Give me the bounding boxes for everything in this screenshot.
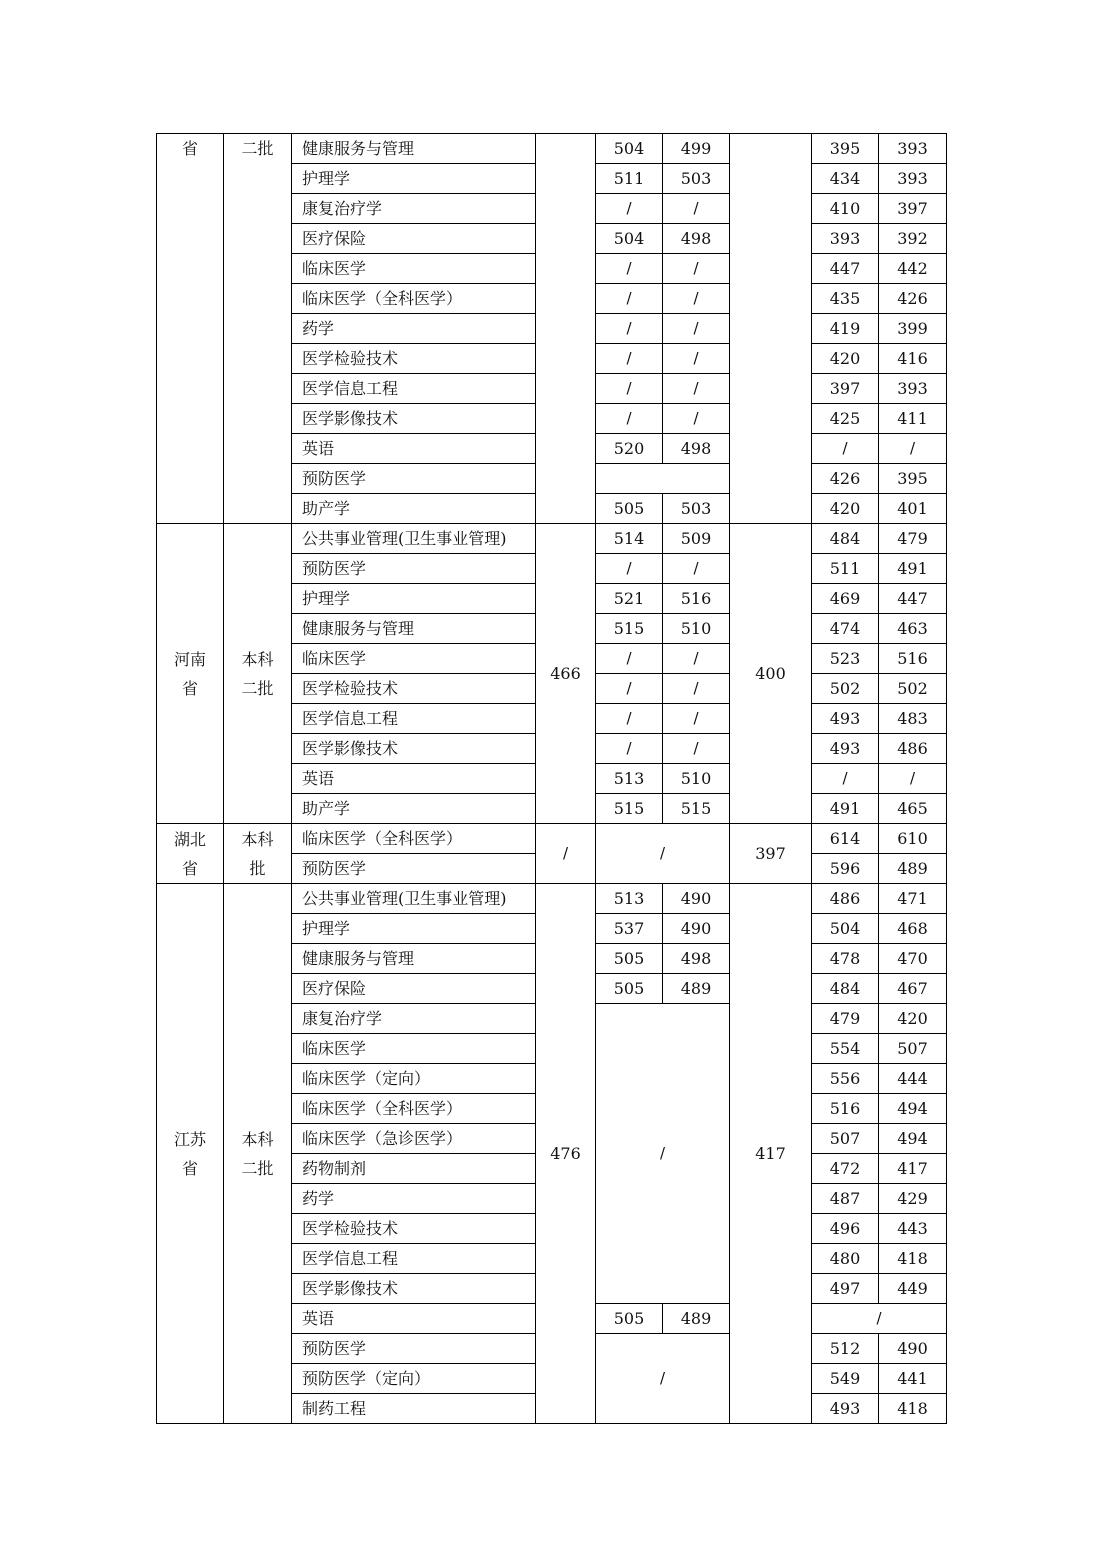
score-cell: 426: [879, 284, 947, 314]
major-cell: 医学信息工程: [292, 374, 536, 404]
major-cell: 预防医学: [292, 464, 536, 494]
score-cell: 493: [812, 704, 879, 734]
score-cell: 411: [879, 404, 947, 434]
score-cell: 467: [879, 974, 947, 1004]
score-cell: 503: [663, 164, 730, 194]
score-cell: 393: [879, 134, 947, 164]
score-cell: /: [596, 284, 663, 314]
score-cell: /: [596, 644, 663, 674]
control-line-b-cell: 400: [730, 524, 812, 824]
score-cell: 556: [812, 1064, 879, 1094]
score-cell: 418: [879, 1394, 947, 1424]
control-line-a-cell: /: [536, 824, 596, 884]
table-row: [157, 134, 947, 164]
score-cell: 420: [812, 494, 879, 524]
score-cell: 502: [812, 674, 879, 704]
score-cell: 435: [812, 284, 879, 314]
score-cell: 515: [596, 794, 663, 824]
batch-cell: 本科 二批: [224, 524, 292, 824]
major-cell: 制药工程: [292, 1394, 536, 1424]
control-line-b-cell: 417: [730, 884, 812, 1424]
table-row: [157, 524, 947, 554]
province-cell: 江苏 省: [157, 884, 224, 1424]
score-cell: 490: [663, 914, 730, 944]
control-line-a-cell: 476: [536, 884, 596, 1424]
major-cell: 医学影像技术: [292, 734, 536, 764]
major-cell: 护理学: [292, 164, 536, 194]
major-cell: 药学: [292, 314, 536, 344]
score-cell: 444: [879, 1064, 947, 1094]
score-cell: /: [596, 344, 663, 374]
major-cell: 临床医学（全科医学）: [292, 284, 536, 314]
score-cell: 523: [812, 644, 879, 674]
score-cell: /: [596, 374, 663, 404]
score-cell: 420: [812, 344, 879, 374]
score-cell: /: [663, 344, 730, 374]
score-cell: /: [663, 284, 730, 314]
major-cell: 护理学: [292, 914, 536, 944]
score-cell: 393: [812, 224, 879, 254]
score-cell: 521: [596, 584, 663, 614]
score-cell: 554: [812, 1034, 879, 1064]
score-cell: 498: [663, 944, 730, 974]
score-cell: 491: [812, 794, 879, 824]
major-cell: 药学: [292, 1184, 536, 1214]
score-cell: 425: [812, 404, 879, 434]
score-cell: 486: [879, 734, 947, 764]
score-cell: 395: [879, 464, 947, 494]
score-cell: /: [596, 194, 663, 224]
score-cell: 493: [812, 734, 879, 764]
score-cell: 465: [879, 794, 947, 824]
score-cell: 449: [879, 1274, 947, 1304]
score-cell: 443: [879, 1214, 947, 1244]
score-cell: /: [596, 704, 663, 734]
score-cell: 497: [812, 1274, 879, 1304]
score-cell: 441: [879, 1364, 947, 1394]
score-cell: /: [596, 674, 663, 704]
major-cell: 医学信息工程: [292, 1244, 536, 1274]
score-cell: 549: [812, 1364, 879, 1394]
score-cell: 442: [879, 254, 947, 284]
score-cell: /: [596, 404, 663, 434]
score-cell: 426: [812, 464, 879, 494]
major-cell: 康复治疗学: [292, 1004, 536, 1034]
score-cell: 511: [596, 164, 663, 194]
score-cell: /: [812, 434, 879, 464]
score-cell: /: [879, 434, 947, 464]
batch-cell: 本科 二批: [224, 884, 292, 1424]
score-cell: 468: [879, 914, 947, 944]
score-cell: 484: [812, 524, 879, 554]
score-cell: 393: [879, 374, 947, 404]
major-cell: 医学检验技术: [292, 1214, 536, 1244]
major-cell: 临床医学（全科医学）: [292, 1094, 536, 1124]
score-cell: 471: [879, 884, 947, 914]
score-cell: /: [596, 824, 730, 884]
score-cell: 493: [812, 1394, 879, 1424]
score-cell: /: [663, 674, 730, 704]
major-cell: 康复治疗学: [292, 194, 536, 224]
score-cell: 392: [879, 224, 947, 254]
score-cell: 463: [879, 614, 947, 644]
score-cell: 469: [812, 584, 879, 614]
score-cell: 420: [879, 1004, 947, 1034]
score-cell: 596: [812, 854, 879, 884]
score-cell: 610: [879, 824, 947, 854]
major-cell: 临床医学: [292, 1034, 536, 1064]
table-row: [157, 884, 947, 914]
score-cell: 507: [812, 1124, 879, 1154]
major-cell: 医学影像技术: [292, 1274, 536, 1304]
major-cell: 健康服务与管理: [292, 134, 536, 164]
major-cell: 公共事业管理(卫生事业管理): [292, 524, 536, 554]
score-cell: /: [663, 254, 730, 284]
score-cell: 416: [879, 344, 947, 374]
score-cell: 516: [879, 644, 947, 674]
major-cell: 英语: [292, 434, 536, 464]
score-cell: 447: [879, 584, 947, 614]
score-cell: /: [596, 1004, 730, 1304]
score-cell: 516: [663, 584, 730, 614]
major-cell: 医疗保险: [292, 224, 536, 254]
control-line-a-cell: [536, 134, 596, 524]
batch-cell: 本科 批: [224, 824, 292, 884]
score-cell: 410: [812, 194, 879, 224]
score-cell: 417: [879, 1154, 947, 1184]
score-cell: 516: [812, 1094, 879, 1124]
score-cell: 505: [596, 494, 663, 524]
score-cell: /: [596, 314, 663, 344]
score-cell: 418: [879, 1244, 947, 1274]
score-cell: 395: [812, 134, 879, 164]
major-cell: 预防医学: [292, 854, 536, 884]
major-cell: 医学信息工程: [292, 704, 536, 734]
score-cell: 520: [596, 434, 663, 464]
score-cell: /: [879, 764, 947, 794]
control-line-a-cell: 466: [536, 524, 596, 824]
province-cell: 河南 省: [157, 524, 224, 824]
province-cell: 湖北 省: [157, 824, 224, 884]
major-cell: 医疗保险: [292, 974, 536, 1004]
table-row: [157, 824, 947, 854]
score-cell: 397: [812, 374, 879, 404]
score-cell: 393: [879, 164, 947, 194]
major-cell: 临床医学（急诊医学）: [292, 1124, 536, 1154]
score-cell: 498: [663, 224, 730, 254]
score-cell: 401: [879, 494, 947, 524]
batch-cell: 二批: [224, 134, 292, 524]
score-cell: 487: [812, 1184, 879, 1214]
major-cell: 预防医学: [292, 554, 536, 584]
major-cell: 护理学: [292, 584, 536, 614]
score-cell: 510: [663, 614, 730, 644]
score-cell: 434: [812, 164, 879, 194]
score-cell: 537: [596, 914, 663, 944]
score-cell: 494: [879, 1094, 947, 1124]
score-cell: 490: [879, 1334, 947, 1364]
score-cell: 511: [812, 554, 879, 584]
score-cell: 489: [663, 974, 730, 1004]
score-cell: 507: [879, 1034, 947, 1064]
major-cell: 医学检验技术: [292, 344, 536, 374]
control-line-b-cell: 397: [730, 824, 812, 884]
major-cell: 药物制剂: [292, 1154, 536, 1184]
control-line-b-cell: [730, 134, 812, 524]
score-cell: /: [812, 1304, 947, 1334]
admission-score-table: [156, 133, 947, 1424]
score-cell: 479: [879, 524, 947, 554]
major-cell: 临床医学: [292, 644, 536, 674]
score-cell: /: [663, 194, 730, 224]
score-cell: /: [663, 644, 730, 674]
score-cell: 513: [596, 884, 663, 914]
score-cell: 474: [812, 614, 879, 644]
score-cell: 419: [812, 314, 879, 344]
score-cell: /: [663, 734, 730, 764]
score-cell: 489: [663, 1304, 730, 1334]
score-cell: 504: [596, 134, 663, 164]
score-cell: 491: [879, 554, 947, 584]
major-cell: 预防医学: [292, 1334, 536, 1364]
major-cell: 预防医学（定向）: [292, 1364, 536, 1394]
score-cell: 470: [879, 944, 947, 974]
score-cell: 472: [812, 1154, 879, 1184]
score-cell: /: [663, 374, 730, 404]
score-cell: 509: [663, 524, 730, 554]
score-cell: /: [812, 764, 879, 794]
score-cell: 515: [596, 614, 663, 644]
major-cell: 助产学: [292, 494, 536, 524]
score-cell: 614: [812, 824, 879, 854]
score-cell: /: [663, 554, 730, 584]
score-cell: 484: [812, 974, 879, 1004]
score-cell: 502: [879, 674, 947, 704]
score-cell: 499: [663, 134, 730, 164]
score-cell: /: [596, 554, 663, 584]
score-cell: 505: [596, 1304, 663, 1334]
score-cell: 496: [812, 1214, 879, 1244]
score-cell: 505: [596, 974, 663, 1004]
score-cell: 510: [663, 764, 730, 794]
score-cell: 478: [812, 944, 879, 974]
score-cell: 504: [812, 914, 879, 944]
score-cell: /: [596, 254, 663, 284]
score-cell: 515: [663, 794, 730, 824]
score-cell: /: [596, 1334, 730, 1424]
score-cell: 447: [812, 254, 879, 284]
major-cell: 健康服务与管理: [292, 944, 536, 974]
score-cell: 504: [596, 224, 663, 254]
major-cell: 英语: [292, 764, 536, 794]
major-cell: 助产学: [292, 794, 536, 824]
score-cell: /: [663, 404, 730, 434]
score-cell: 503: [663, 494, 730, 524]
score-cell: 479: [812, 1004, 879, 1034]
score-cell: 397: [879, 194, 947, 224]
score-cell: /: [663, 314, 730, 344]
province-cell: 省: [157, 134, 224, 524]
major-cell: 临床医学（定向）: [292, 1064, 536, 1094]
major-cell: 公共事业管理(卫生事业管理): [292, 884, 536, 914]
score-cell: /: [596, 734, 663, 764]
score-cell: /: [663, 704, 730, 734]
score-cell: 512: [812, 1334, 879, 1364]
score-cell: 483: [879, 704, 947, 734]
score-cell: 514: [596, 524, 663, 554]
score-cell: [596, 464, 730, 494]
score-cell: 505: [596, 944, 663, 974]
major-cell: 医学影像技术: [292, 404, 536, 434]
score-cell: 494: [879, 1124, 947, 1154]
score-cell: 399: [879, 314, 947, 344]
score-cell: 498: [663, 434, 730, 464]
major-cell: 英语: [292, 1304, 536, 1334]
major-cell: 健康服务与管理: [292, 614, 536, 644]
score-cell: 489: [879, 854, 947, 884]
score-cell: 490: [663, 884, 730, 914]
major-cell: 医学检验技术: [292, 674, 536, 704]
major-cell: 临床医学（全科医学）: [292, 824, 536, 854]
score-cell: 480: [812, 1244, 879, 1274]
score-cell: 486: [812, 884, 879, 914]
score-cell: 429: [879, 1184, 947, 1214]
score-cell: 513: [596, 764, 663, 794]
major-cell: 临床医学: [292, 254, 536, 284]
